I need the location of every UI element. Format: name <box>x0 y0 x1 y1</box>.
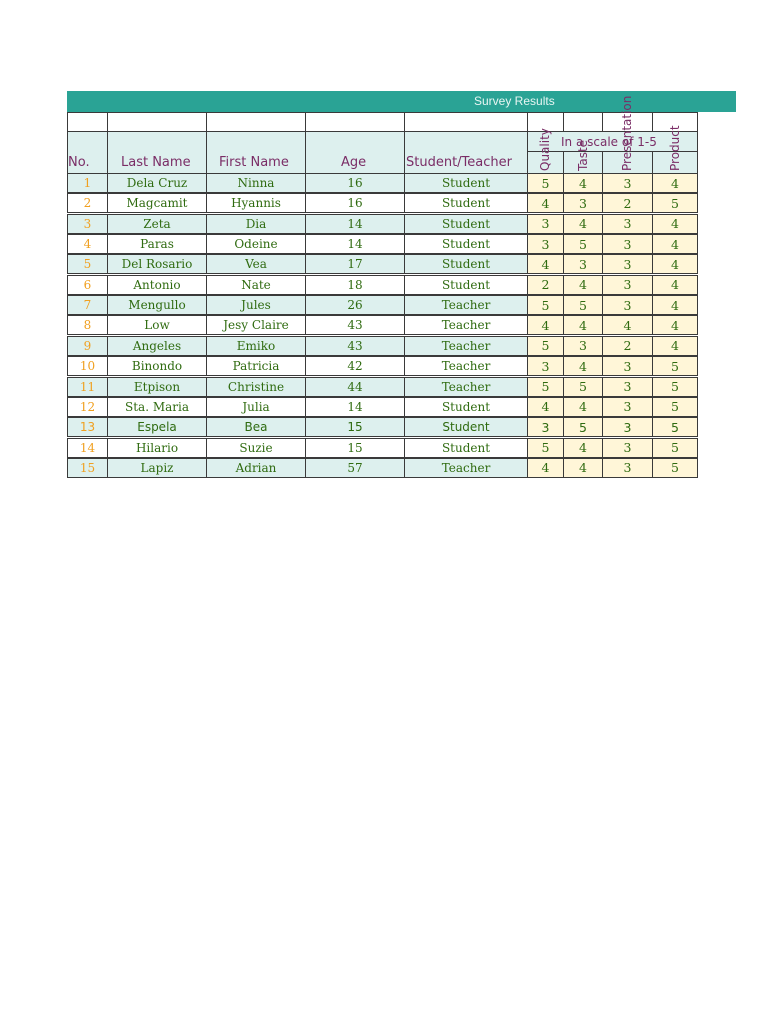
cell-first-name[interactable]: Nate <box>206 275 306 295</box>
cell-role[interactable]: Student <box>404 234 528 254</box>
cell-age[interactable]: 14 <box>305 214 405 234</box>
cell-last-name[interactable]: Etpison <box>107 377 207 397</box>
cell-role[interactable]: Student <box>404 254 528 274</box>
cell-last-name[interactable]: Del Rosario <box>107 254 207 274</box>
cell-product[interactable]: 5 <box>652 193 698 213</box>
cell-presentation[interactable]: 3 <box>602 397 653 417</box>
cell-age[interactable]: 17 <box>305 254 405 274</box>
cell-age[interactable]: 15 <box>305 417 405 437</box>
cell-first-name[interactable]: Jesy Claire <box>206 315 306 335</box>
cell-taste[interactable]: 4 <box>563 356 603 376</box>
cell-last-name[interactable]: Lapiz <box>107 458 207 478</box>
cell-presentation[interactable]: 3 <box>602 438 653 458</box>
cell-role[interactable]: Student <box>404 173 528 193</box>
cell-first-name[interactable]: Hyannis <box>206 193 306 213</box>
cell-first-name[interactable]: Ninna <box>206 173 306 193</box>
cell-last-name[interactable]: Low <box>107 315 207 335</box>
cell-last-name[interactable]: Dela Cruz <box>107 173 207 193</box>
cell-quality[interactable]: 5 <box>527 377 564 397</box>
table-row <box>67 254 698 274</box>
cell-no[interactable]: 8 <box>67 315 108 335</box>
cell-product[interactable]: 4 <box>652 295 698 315</box>
cell-quality[interactable]: 3 <box>527 214 564 234</box>
cell-quality[interactable]: 4 <box>527 315 564 335</box>
cell-first-name[interactable]: Odeine <box>206 234 306 254</box>
cell-no[interactable]: 13 <box>67 417 108 437</box>
cell-age[interactable]: 43 <box>305 315 405 335</box>
cell-first-name[interactable]: Bea <box>206 417 306 437</box>
cell-first-name[interactable]: Julia <box>206 397 306 417</box>
cell-role[interactable]: Student <box>404 193 528 213</box>
cell-last-name[interactable]: Hilario <box>107 438 207 458</box>
table-row <box>67 214 698 234</box>
cell-quality[interactable]: 5 <box>527 438 564 458</box>
table-row <box>67 377 698 397</box>
header-product: Product <box>668 125 682 171</box>
cell-first-name[interactable]: Patricia <box>206 356 306 376</box>
cell-taste[interactable]: 4 <box>563 458 603 478</box>
table-row <box>67 315 698 335</box>
cell-first-name[interactable]: Vea <box>206 254 306 274</box>
cell-product[interactable]: 4 <box>652 275 698 295</box>
table-row <box>67 275 698 295</box>
cell-presentation[interactable]: 3 <box>602 275 653 295</box>
header-taste: Taste <box>576 139 590 171</box>
cell-age[interactable]: 26 <box>305 295 405 315</box>
cell-product[interactable]: 4 <box>652 254 698 274</box>
cell-presentation[interactable]: 3 <box>602 173 653 193</box>
cell-last-name[interactable]: Angeles <box>107 336 207 356</box>
cell-quality[interactable]: 3 <box>527 234 564 254</box>
sheet-title: Survey Results <box>474 94 555 108</box>
cell-first-name[interactable]: Dia <box>206 214 306 234</box>
cell-role[interactable]: Teacher <box>404 315 528 335</box>
cell-no[interactable]: 2 <box>67 193 108 213</box>
cell-presentation[interactable]: 3 <box>602 377 653 397</box>
header-no: No. <box>68 155 90 170</box>
table-row <box>67 234 698 254</box>
cell-age[interactable]: 14 <box>305 397 405 417</box>
table-row <box>67 356 698 376</box>
cell-product[interactable]: 4 <box>652 336 698 356</box>
blank-cell[interactable] <box>67 112 108 132</box>
cell-role[interactable]: Teacher <box>404 356 528 376</box>
cell-presentation[interactable]: 3 <box>602 254 653 274</box>
title-banner <box>67 91 736 112</box>
cell-no[interactable]: 3 <box>67 214 108 234</box>
blank-cell[interactable] <box>563 112 603 132</box>
cell-product[interactable]: 4 <box>652 214 698 234</box>
header-last-name: Last Name <box>121 155 191 170</box>
cell-taste[interactable]: 4 <box>563 315 603 335</box>
cell-quality[interactable]: 3 <box>527 417 564 437</box>
cell-no[interactable]: 11 <box>67 377 108 397</box>
cell-first-name[interactable]: Christine <box>206 377 306 397</box>
cell-age[interactable]: 16 <box>305 173 405 193</box>
blank-cell[interactable] <box>305 112 405 132</box>
table-row <box>67 193 698 213</box>
header-presentation: Presentation <box>620 95 634 171</box>
cell-last-name[interactable]: Sta. Maria <box>107 397 207 417</box>
cell-age[interactable]: 42 <box>305 356 405 376</box>
cell-no[interactable]: 12 <box>67 397 108 417</box>
cell-presentation[interactable]: 3 <box>602 417 653 437</box>
cell-last-name[interactable]: Mengullo <box>107 295 207 315</box>
cell-first-name[interactable]: Adrian <box>206 458 306 478</box>
cell-presentation[interactable]: 2 <box>602 193 653 213</box>
cell-age[interactable]: 18 <box>305 275 405 295</box>
cell-presentation[interactable]: 3 <box>602 356 653 376</box>
cell-no[interactable]: 1 <box>67 173 108 193</box>
cell-no[interactable]: 14 <box>67 438 108 458</box>
cell-last-name[interactable]: Binondo <box>107 356 207 376</box>
cell-taste[interactable]: 3 <box>563 193 603 213</box>
header-age: Age <box>341 155 367 170</box>
cell-no[interactable]: 10 <box>67 356 108 376</box>
cell-first-name[interactable]: Jules <box>206 295 306 315</box>
cell-taste[interactable]: 4 <box>563 438 603 458</box>
cell-presentation[interactable]: 4 <box>602 315 653 335</box>
table-row <box>67 173 698 193</box>
cell-quality[interactable]: 4 <box>527 458 564 478</box>
cell-role[interactable]: Student <box>404 397 528 417</box>
cell-role[interactable]: Teacher <box>404 295 528 315</box>
cell-taste[interactable]: 4 <box>563 275 603 295</box>
cell-last-name[interactable]: Magcamit <box>107 193 207 213</box>
cell-product[interactable]: 5 <box>652 417 698 437</box>
cell-quality[interactable]: 2 <box>527 275 564 295</box>
cell-product[interactable]: 4 <box>652 315 698 335</box>
cell-quality[interactable]: 5 <box>527 173 564 193</box>
cell-no[interactable]: 7 <box>67 295 108 315</box>
table-row <box>67 336 698 356</box>
cell-age[interactable]: 14 <box>305 234 405 254</box>
header-quality: Quality <box>538 128 552 171</box>
cell-taste[interactable]: 5 <box>563 377 603 397</box>
cell-product[interactable]: 5 <box>652 458 698 478</box>
cell-role[interactable]: Student <box>404 275 528 295</box>
blank-cell[interactable] <box>107 112 207 132</box>
cell-age[interactable]: 43 <box>305 336 405 356</box>
cell-last-name[interactable]: Zeta <box>107 214 207 234</box>
cell-product[interactable]: 5 <box>652 356 698 376</box>
cell-quality[interactable]: 5 <box>527 336 564 356</box>
blank-cell[interactable] <box>404 112 528 132</box>
cell-first-name[interactable]: Emiko <box>206 336 306 356</box>
cell-age[interactable]: 16 <box>305 193 405 213</box>
cell-role[interactable]: Teacher <box>404 377 528 397</box>
cell-quality[interactable]: 4 <box>527 254 564 274</box>
header-first-name: First Name <box>219 155 289 170</box>
cell-no[interactable]: 6 <box>67 275 108 295</box>
scale-note: In a scale of 1-5 <box>561 135 657 149</box>
cell-age[interactable]: 57 <box>305 458 405 478</box>
cell-age[interactable]: 15 <box>305 438 405 458</box>
cell-product[interactable]: 4 <box>652 234 698 254</box>
header-role: Student/Teacher <box>406 155 512 170</box>
cell-no[interactable]: 15 <box>67 458 108 478</box>
cell-product[interactable]: 5 <box>652 438 698 458</box>
cell-taste[interactable]: 4 <box>563 397 603 417</box>
table-row <box>67 295 698 315</box>
cell-no[interactable]: 9 <box>67 336 108 356</box>
cell-role[interactable]: Student <box>404 438 528 458</box>
table-row <box>67 397 698 417</box>
cell-first-name[interactable]: Suzie <box>206 438 306 458</box>
cell-quality[interactable]: 3 <box>527 356 564 376</box>
cell-taste[interactable]: 5 <box>563 295 603 315</box>
cell-role[interactable]: Student <box>404 417 528 437</box>
table-row <box>67 438 698 458</box>
cell-last-name[interactable]: Paras <box>107 234 207 254</box>
cell-taste[interactable]: 4 <box>563 173 603 193</box>
cell-taste[interactable]: 5 <box>563 417 603 437</box>
blank-cell[interactable] <box>206 112 306 132</box>
cell-presentation[interactable]: 2 <box>602 336 653 356</box>
cell-role[interactable]: Teacher <box>404 458 528 478</box>
cell-taste[interactable]: 3 <box>563 336 603 356</box>
table-row <box>67 417 698 437</box>
cell-presentation[interactable]: 3 <box>602 234 653 254</box>
cell-product[interactable]: 5 <box>652 377 698 397</box>
cell-presentation[interactable]: 3 <box>602 295 653 315</box>
cell-quality[interactable]: 4 <box>527 397 564 417</box>
cell-product[interactable]: 5 <box>652 397 698 417</box>
cell-last-name[interactable]: Antonio <box>107 275 207 295</box>
cell-quality[interactable]: 4 <box>527 193 564 213</box>
cell-taste[interactable]: 3 <box>563 254 603 274</box>
cell-quality[interactable]: 5 <box>527 295 564 315</box>
cell-presentation[interactable]: 3 <box>602 214 653 234</box>
cell-taste[interactable]: 5 <box>563 234 603 254</box>
cell-taste[interactable]: 4 <box>563 214 603 234</box>
cell-presentation[interactable]: 3 <box>602 458 653 478</box>
cell-last-name[interactable]: Espela <box>107 417 207 437</box>
table-row <box>67 458 698 478</box>
cell-no[interactable]: 5 <box>67 254 108 274</box>
cell-role[interactable]: Student <box>404 214 528 234</box>
cell-role[interactable]: Teacher <box>404 336 528 356</box>
cell-age[interactable]: 44 <box>305 377 405 397</box>
cell-product[interactable]: 4 <box>652 173 698 193</box>
cell-no[interactable]: 4 <box>67 234 108 254</box>
